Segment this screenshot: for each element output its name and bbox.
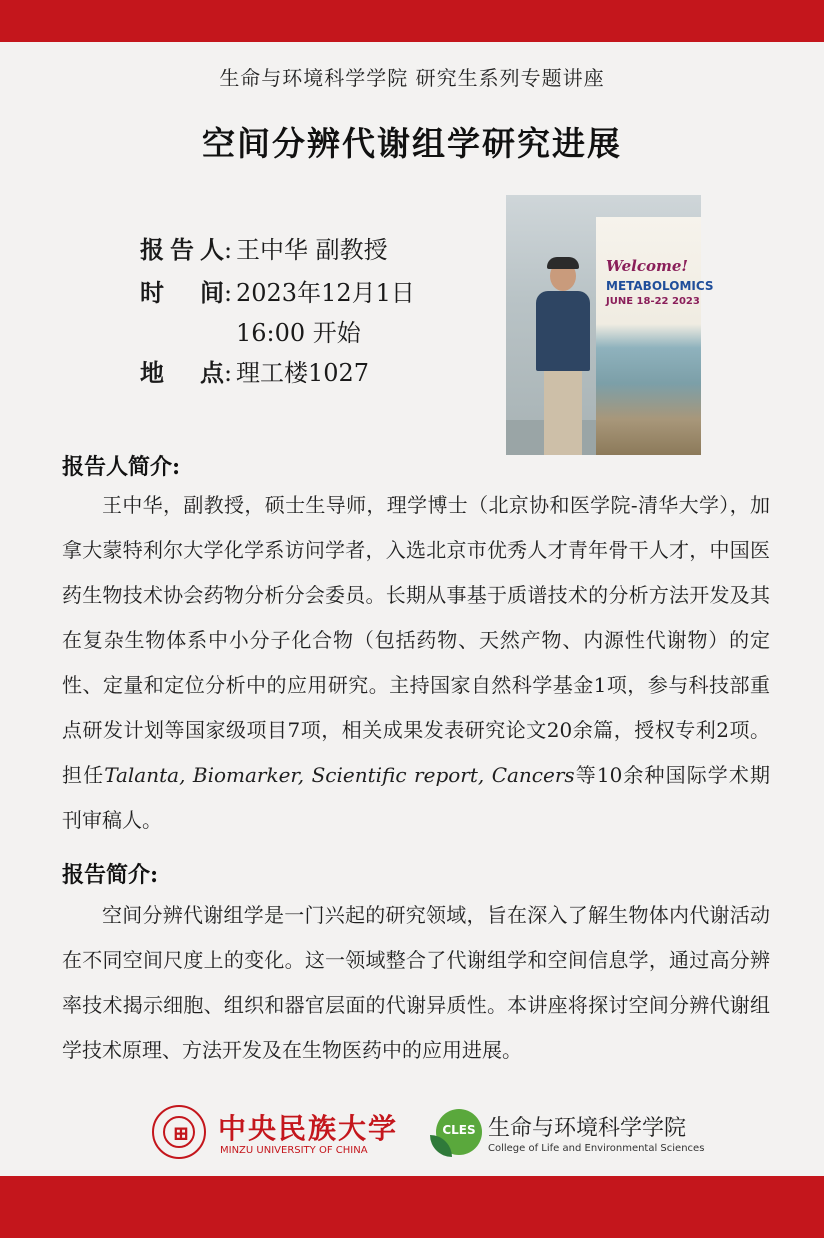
bio-text-1: 王中华，副教授，硕士生导师，理学博士（北京协和医学院-清华大学），加拿大蒙特利尔大学化学系访问学者，入选北京市优秀人才青年骨干人才，中国医药生物技术协会药物分析分会委员。长期从事基于质谱技术的分析方法开发及其在复杂生物体系中小分子化合物（包括药物、天然产物、内源性代谢物）的定性、定量和定位分析中的应用研究。主持国家自然科学基金1项，参与科技部重点研发计划等国家级项目7项，相关成果发表研究论文20余篇，授权专利2项。担任 (62, 493, 770, 787)
bio-journals: Talanta, Biomarker, Scientific report, Cancers (104, 763, 575, 787)
abstract-paragraph: 空间分辨代谢组学是一门兴起的研究领域，旨在深入了解生物体内代谢活动在不同空间尺度上的变化。这一领域整合了代谢组学和空间信息学，通过高分辨率技术揭示细胞、组织和器官层面的代谢异质性。本讲座将探讨空间分辨代谢组学技术原理、方法开发及在生物医药中的应用进展。 (62, 903, 770, 1062)
minzu-seal-icon: ⊞ (152, 1105, 206, 1159)
bio-text-2: 等10余种国际学术期刊审稿人。 (62, 763, 771, 832)
speaker-cap (547, 257, 579, 269)
time-colon: : (224, 279, 233, 307)
bottom-red-bar (0, 1176, 824, 1238)
conference-banner (596, 217, 701, 455)
bio-paragraph (62, 483, 770, 843)
speaker-photo (506, 195, 714, 455)
abstract-heading: 报告简介: (62, 862, 159, 888)
banner-welcome-text: Welcome! (606, 257, 689, 275)
minzu-name-en: MINZU UNIVERSITY OF CHINA (220, 1145, 368, 1156)
bio-heading: 报告人简介: (62, 454, 181, 480)
banner-title-text: METABOLOMICS (606, 279, 714, 293)
time-row-2 (236, 316, 361, 350)
speaker-value: 王中华 副教授 (236, 236, 388, 264)
speaker-row (140, 233, 388, 267)
place-row (140, 356, 369, 390)
time-label: 时 间 (140, 278, 224, 307)
speaker-torso (536, 291, 590, 371)
speaker-colon: : (224, 236, 233, 264)
place-colon: : (224, 359, 233, 387)
speaker-figure (536, 261, 590, 455)
speaker-label: 报告人 (140, 235, 224, 264)
speaker-legs (544, 371, 582, 455)
minzu-university-logo (152, 1105, 399, 1163)
top-red-bar (0, 0, 824, 42)
cles-name-en: College of Life and Environmental Sciences (488, 1143, 705, 1154)
time-value-2: 16:00 开始 (236, 319, 361, 347)
lecture-series-subtitle: 生命与环境科学学院 研究生系列专题讲座 (219, 66, 605, 90)
banner-dates-text: JUNE 18-22 2023 (606, 296, 700, 307)
place-value: 理工楼1027 (236, 359, 370, 387)
cles-logo (430, 1105, 710, 1163)
cles-mark-text: CLES (442, 1123, 476, 1137)
place-label: 地 点 (140, 358, 224, 387)
lecture-title: 空间分辨代谢组学研究进展 (202, 124, 622, 163)
minzu-name-cn: 中央民族大学 (218, 1112, 399, 1145)
time-row (140, 276, 415, 310)
cles-name-cn: 生命与环境科学学院 (488, 1116, 687, 1141)
time-value: 2023年12月1日 (236, 279, 415, 307)
